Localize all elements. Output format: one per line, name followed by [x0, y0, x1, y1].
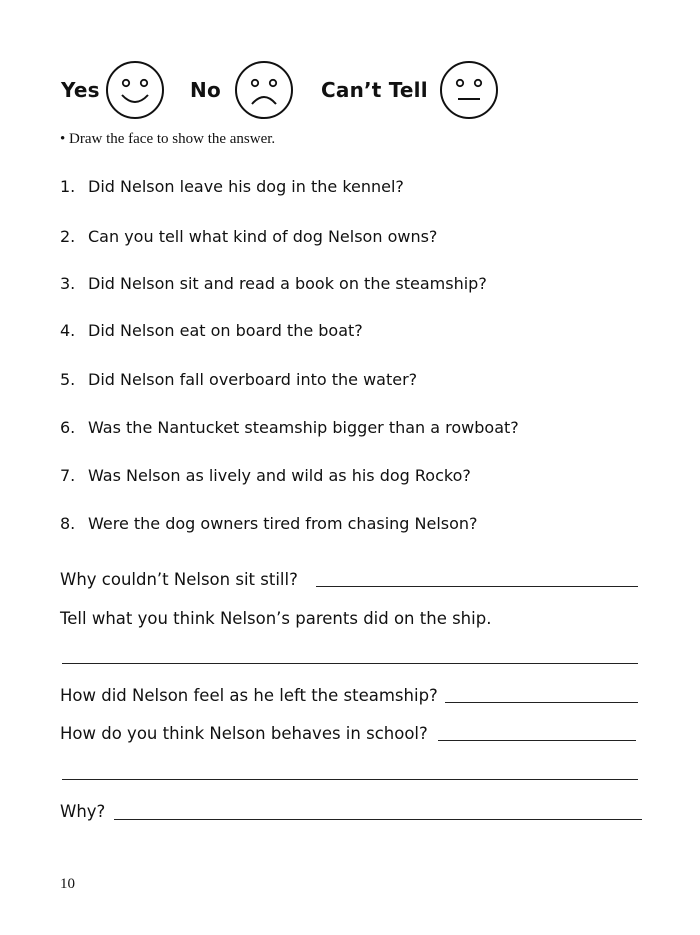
- question-text: Did Nelson fall overboard into the water?: [88, 370, 418, 389]
- question-number: 2.: [60, 227, 76, 246]
- question-number: 5.: [60, 370, 76, 389]
- legend-no-label: No: [190, 78, 221, 102]
- answer-line[interactable]: [438, 740, 636, 741]
- answer-line[interactable]: [62, 663, 638, 664]
- question-number: 1.: [60, 177, 76, 196]
- prompt-parents: Tell what you think Nelson’s parents did on the ship.: [60, 609, 492, 628]
- question-number: 3.: [60, 274, 76, 293]
- question-number: 4.: [60, 321, 76, 340]
- question-number: 6.: [60, 418, 76, 437]
- question-1: [60, 177, 404, 196]
- smiley-face-icon: [104, 59, 166, 121]
- question-number: 8.: [60, 514, 76, 533]
- page-number: 10: [60, 876, 75, 892]
- answer-line[interactable]: [62, 779, 638, 780]
- prompt-school: How do you think Nelson behaves in school?: [60, 724, 428, 743]
- question-8: [60, 514, 478, 533]
- answer-line[interactable]: [114, 819, 642, 820]
- question-6: [60, 418, 519, 437]
- question-text: Did Nelson sit and read a book on the steamship?: [88, 274, 487, 293]
- question-4: [60, 321, 363, 340]
- prompt-feel: How did Nelson feel as he left the steamship?: [60, 686, 438, 705]
- legend-yes-label: Yes: [61, 78, 100, 102]
- question-number: 7.: [60, 466, 76, 485]
- answer-line[interactable]: [316, 586, 638, 587]
- question-text: Did Nelson leave his dog in the kennel?: [88, 177, 404, 196]
- question-3: [60, 274, 487, 293]
- question-text: Did Nelson eat on board the boat?: [88, 321, 363, 340]
- prompt-sit-still: Why couldn’t Nelson sit still?: [60, 570, 298, 589]
- question-text: Was Nelson as lively and wild as his dog Rocko?: [88, 466, 471, 485]
- legend-cant-tell-label: Can’t Tell: [321, 78, 428, 102]
- neutral-face-icon: [438, 59, 500, 121]
- question-2: [60, 227, 437, 246]
- question-text: Can you tell what kind of dog Nelson owns?: [88, 227, 438, 246]
- question-5: [60, 370, 417, 389]
- prompt-why: Why?: [60, 802, 106, 821]
- question-text: Was the Nantucket steamship bigger than a rowboat?: [88, 418, 519, 437]
- question-text: Were the dog owners tired from chasing Nelson?: [88, 514, 478, 533]
- answer-legend: [0, 62, 700, 122]
- instruction-text: • Draw the face to show the answer.: [60, 131, 276, 147]
- frowny-face-icon: [233, 59, 295, 121]
- question-7: [60, 466, 471, 485]
- answer-line[interactable]: [445, 702, 638, 703]
